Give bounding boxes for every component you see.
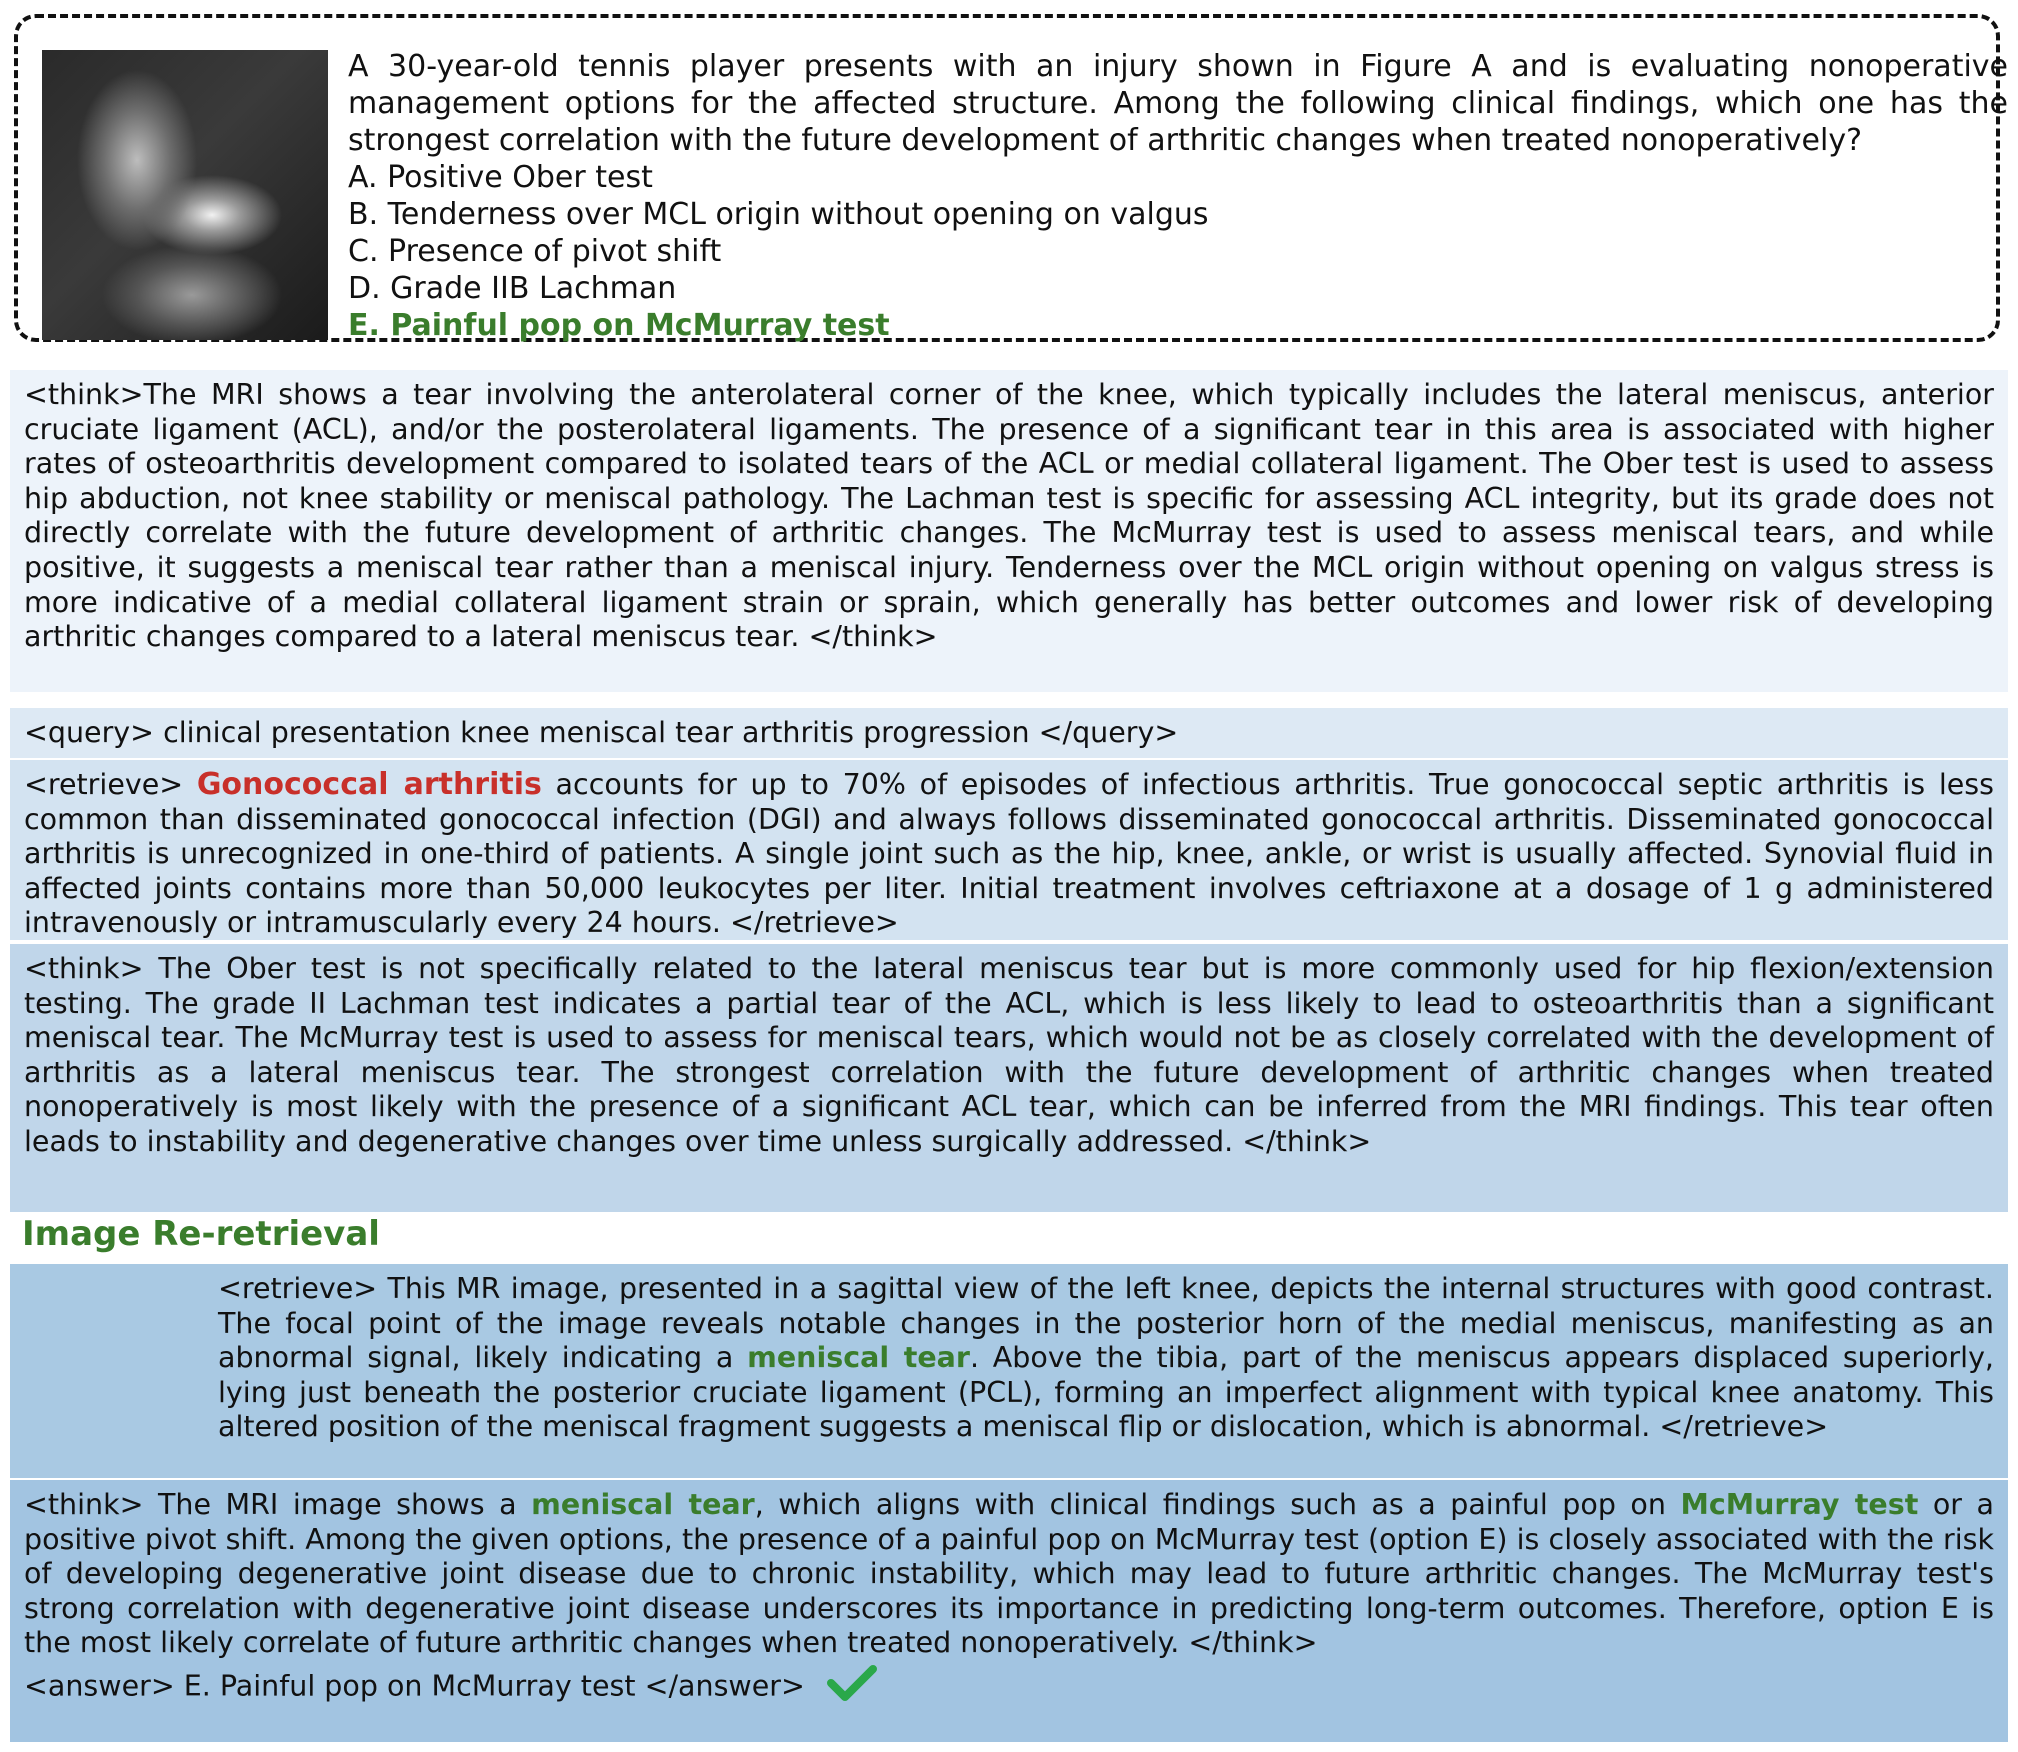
think-block-3	[10, 1480, 2008, 1742]
option-e-correct: E. Painful pop on McMurray test	[348, 308, 890, 343]
retrieve-block-2	[10, 1264, 2008, 1478]
retrieve-highlight-gonococcal: Gonococcal arthritis	[196, 767, 542, 802]
think3-part1: <think> The MRI image shows a	[24, 1488, 532, 1521]
option-c: C. Presence of pivot shift	[348, 234, 722, 269]
retrieve2-part2: . Above the tibia, part of the meniscus appears displaced superiorly, lying just beneath the posterior cruciate ligament (PCL), forming an imperfect alignment with typical knee anatomy. This altered position of the meniscal fragment suggests a meniscal flip or dislocation, which is abnormal. </retrieve>	[218, 1341, 1994, 1444]
option-d: D. Grade IIB Lachman	[348, 271, 677, 306]
answer-text: <answer> E. Painful pop on McMurray test </answer>	[24, 1669, 805, 1703]
think3-part3: or a positive pivot shift. Among the given options, the presence of a painful pop on McMurray test (option E) is closely associated with the risk of developing degenerative joint disease due to chronic instability, which may lead to future arthritic changes. The McMurray test's strong correlation with degenerative joint disease underscores its importance in predicting long-term outcomes. Therefore, option E is the most likely correlate of future arthritic changes when treated nonoperatively. </think>	[24, 1488, 1994, 1660]
retrieve-rest: accounts for up to 70% of episodes of infectious arthritis. True gonococcal septic arthritis is less common than disseminated gonococcal infection (DGI) and always follows disseminated gonococcal arthritis. Disseminated gonococcal arthritis is unrecognized in one-third of patients. A single joint such as the hip, knee, ankle, or wrist is usually affected. Synovial fluid in affected joints contains more than 50,000 leukocytes per liter. Initial treatment involves ceftriaxone at a dosage of 1 g administered intravenously or intramuscularly every 24 hours. </retrieve>	[24, 768, 1994, 940]
option-b: B. Tenderness over MCL origin without opening on valgus	[348, 197, 1209, 232]
think-text-1: <think>The MRI shows a tear involving the anterolateral corner of the knee, which typically includes the lateral meniscus, anterior cruciate ligament (ACL), and/or the posterolateral ligaments. The presence of a significant tear in this area is associated with higher rates of osteoarthritis development compared to isolated tears of the ACL or medial collateral ligament. The Ober test is used to assess hip abduction, not knee stability or meniscal pathology. The Lachman test is specific for assessing ACL integrity, but its grade does not directly correlate with the future development of arthritic changes. The McMurray test is used to assess meniscal tears, and while positive, it suggests a meniscal tear rather than a meniscal injury. Tenderness over the MCL origin without opening on valgus stress is more indicative of a medial collateral ligament strain or sprain, which generally has better outcomes and lower risk of developing arthritic changes compared to a lateral meniscus tear. </think>	[24, 378, 1994, 654]
question-box	[14, 14, 2008, 343]
retrieve-prefix: <retrieve>	[24, 768, 197, 801]
option-a: A. Positive Ober test	[348, 160, 653, 195]
think3-part2: , which aligns with clinical findings such as a painful pop on	[754, 1488, 1681, 1521]
retrieve-block-1	[10, 760, 2008, 940]
think-block-2	[10, 944, 2008, 1212]
think3-highlight-meniscal-tear: meniscal tear	[531, 1488, 755, 1521]
knee-mri-image	[42, 50, 328, 340]
section-title-image-re-retrieval: Image Re-retrieval	[22, 1214, 380, 1254]
checkmark-icon	[827, 1663, 877, 1712]
query-block	[10, 708, 2008, 758]
retrieve2-highlight-meniscal-tear: meniscal tear	[747, 1341, 970, 1375]
think3-highlight-mcmurray: McMurray test	[1680, 1488, 1919, 1521]
think-block-1	[10, 370, 2008, 692]
query-text: <query> clinical presentation knee meniscal tear arthritis progression </query>	[24, 716, 1179, 749]
answer-line	[24, 1663, 1994, 1712]
retrieve2-part1: <retrieve> This MR image, presented in a sagittal view of the left knee, depicts the internal structures with good contrast. The focal point of the image reveals notable changes in the posterior horn of the medial meniscus, manifesting as an abnormal signal, likely indicating a	[218, 1272, 1994, 1375]
question-stem: A 30-year-old tennis player presents with an injury shown in Figure A and is evaluating nonoperative management options for the affected structure. Among the following clinical findings, which one has the strongest correlation with the future development of arthritic changes when treated nonoperatively?	[348, 49, 2008, 158]
think-text-2: <think> The Ober test is not specifically related to the lateral meniscus tear but is more commonly used for hip flexion/extension testing. The grade II Lachman test indicates a partial tear of the ACL, which is less likely to lead to osteoarthritis than a significant meniscal tear. The McMurray test is used to assess for meniscal tears, which would not be as closely correlated with the development of arthritis as a lateral meniscus tear. The strongest correlation with the future development of arthritic changes when treated nonoperatively is most likely with the presence of a significant ACL tear, which can be inferred from the MRI findings. This tear often leads to instability and degenerative changes over time unless surgically addressed. </think>	[24, 952, 1994, 1158]
question-text	[348, 48, 2008, 344]
